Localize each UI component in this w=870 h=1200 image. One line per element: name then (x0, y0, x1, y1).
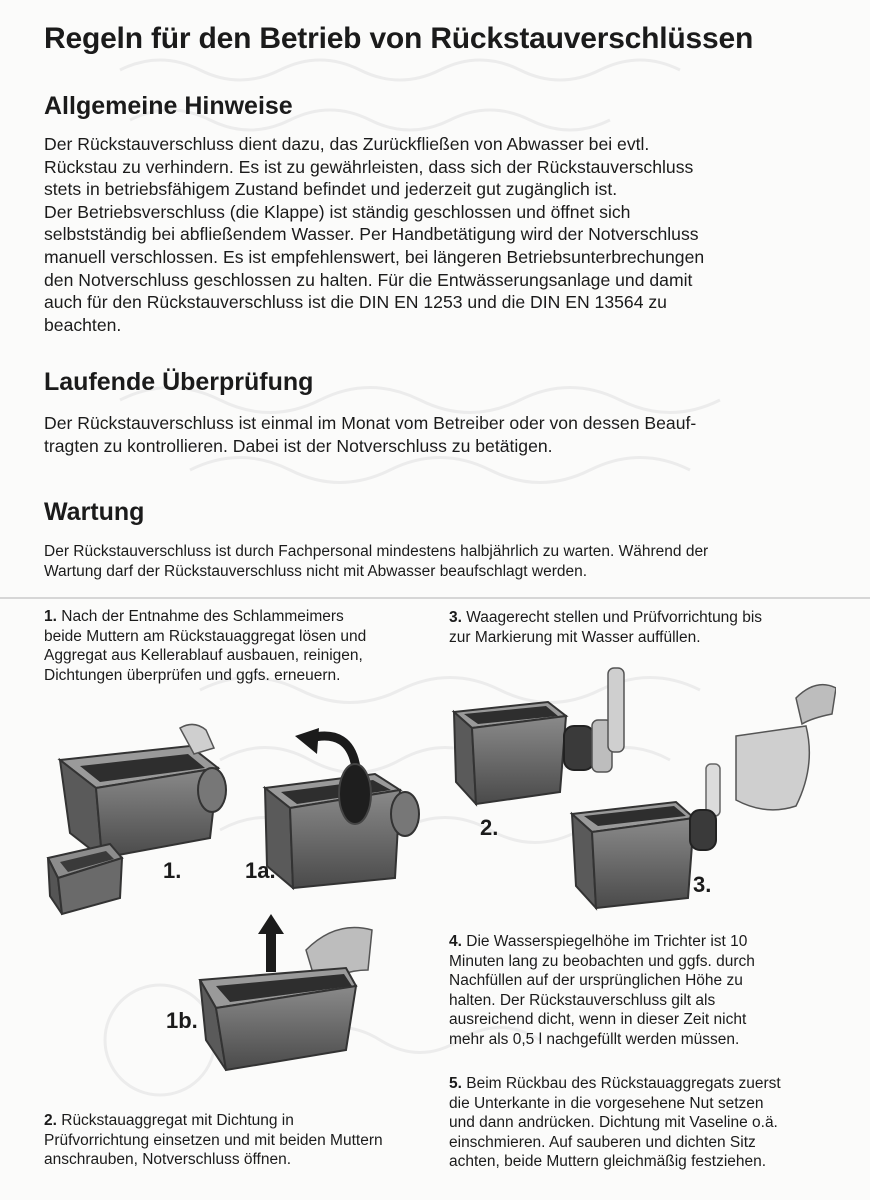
text-line: die Unterkante in die vorgesehene Nut setzen (449, 1094, 764, 1112)
text-line: manuell verschlossen. Es ist empfehlenswert, bei längeren Betriebsunterbrechungen (44, 246, 705, 267)
text-line: beachten. (44, 314, 122, 335)
text-line: Prüfvorrichtung einsetzen und mit beiden Muttern (44, 1131, 383, 1149)
figure-label-3: 3. (693, 872, 712, 897)
paragraph-allgemeine-hinweise (44, 133, 704, 336)
figure-1b-bucket-removal (196, 910, 376, 1078)
figure-label-1: 1. (163, 858, 182, 883)
step-number: 4. (449, 933, 462, 950)
text-line: halten. Der Rückstauverschluss gilt als (449, 991, 716, 1009)
text-line: Waagerecht stellen und Prüfvorrichtung bis (461, 609, 763, 626)
step-number: 3. (449, 609, 462, 626)
heading-laufende-ueberpruefung: Laufende Überprüfung (44, 368, 314, 396)
figure-label-1b: 1b. (166, 1008, 198, 1033)
text-line: Dichtungen überprüfen und ggfs. erneuern. (44, 666, 341, 684)
text-line: stets in betriebsfähigem Zustand befindet und jederzeit gut zugänglich ist. (44, 179, 618, 200)
text-line: Der Betriebsverschluss (die Klappe) ist ständig geschlossen und öffnet sich (44, 201, 631, 222)
figure-label-2: 2. (480, 815, 499, 840)
text-line: und dann andrücken. Dichtung mit Vaseline o.ä. (449, 1114, 778, 1132)
step-number: 1. (44, 608, 57, 625)
text-line: Der Rückstauverschluss ist einmal im Monat vom Betreiber oder von dessen Beauf- (44, 413, 697, 433)
text-line: zur Markierung mit Wasser auffüllen. (449, 628, 701, 646)
step-number: 2. (44, 1112, 57, 1129)
heading-allgemeine-hinweise: Allgemeine Hinweise (44, 92, 293, 120)
text-line: Der Rückstauverschluss ist durch Fachpersonal mindestens halbjährlich zu warten. Während der (44, 543, 709, 560)
text-line: Minuten lang zu beobachten und ggfs. durch (449, 952, 755, 970)
text-line: den Notverschluss geschlossen zu halten. Für die Entwässerungsanlage und damit (44, 269, 693, 290)
step-4 (449, 932, 849, 1050)
text-line: Nach der Entnahme des Schlammeimers (56, 608, 344, 625)
text-line: Wartung darf der Rückstauverschluss nicht mit Abwasser beaufschlagt werden. (44, 563, 588, 580)
text-line: selbstständig bei abfließendem Wasser. Per Handbetätigung wird der Notverschluss (44, 224, 699, 245)
figure-1-valve-housing (40, 718, 240, 918)
heading-wartung: Wartung (44, 498, 145, 526)
paragraph-laufende-ueberpruefung (44, 412, 696, 457)
text-line: Aggregat aus Kellerablauf ausbauen, reinigen, (44, 647, 363, 665)
text-line: Nachfüllen auf der ursprünglichen Höhe zu (449, 972, 743, 990)
step-3 (449, 608, 849, 647)
text-line: ausreichend dicht, wenn in dieser Zeit nicht (449, 1011, 747, 1029)
text-line: Die Wasserspiegelhöhe im Trichter ist 10 (461, 933, 748, 950)
text-line: anschrauben, Notverschluss öffnen. (44, 1151, 292, 1169)
step-2 (44, 1111, 444, 1170)
step-number: 5. (449, 1075, 462, 1092)
text-line: einschmieren. Auf sauberen und dichten Sitz (449, 1133, 756, 1151)
text-line: Der Rückstauverschluss dient dazu, das Zurückfließen von Abwasser bei evtl. (44, 134, 650, 154)
figure-label-1a: 1a. (245, 858, 276, 883)
text-line: Rückstauaggregat mit Dichtung in (56, 1112, 294, 1129)
paper-fold-line (0, 597, 870, 599)
page-title: Regeln für den Betrieb von Rückstauverschlüssen (44, 22, 754, 55)
text-line: tragten zu kontrollieren. Dabei ist der Notverschluss zu betätigen. (44, 435, 553, 456)
text-line: Rückstau zu verhindern. Es ist zu gewährleisten, dass sich der Rückstauverschluss (44, 156, 694, 177)
text-line: mehr als 0,5 l nachgefüllt werden müssen. (449, 1030, 740, 1048)
step-1 (44, 607, 444, 685)
figure-1a-flap-removal (255, 728, 430, 898)
text-line: beide Muttern am Rückstauaggregat lösen und (44, 627, 367, 645)
paragraph-wartung (44, 542, 708, 582)
step-5 (449, 1074, 849, 1172)
text-line: Beim Rückbau des Rückstauaggregats zuerst (461, 1075, 781, 1092)
text-line: achten, beide Muttern gleichmäßig festziehen. (449, 1153, 767, 1171)
text-line: auch für den Rückstauverschluss ist die DIN EN 1253 und die DIN EN 13564 zu (44, 292, 667, 313)
